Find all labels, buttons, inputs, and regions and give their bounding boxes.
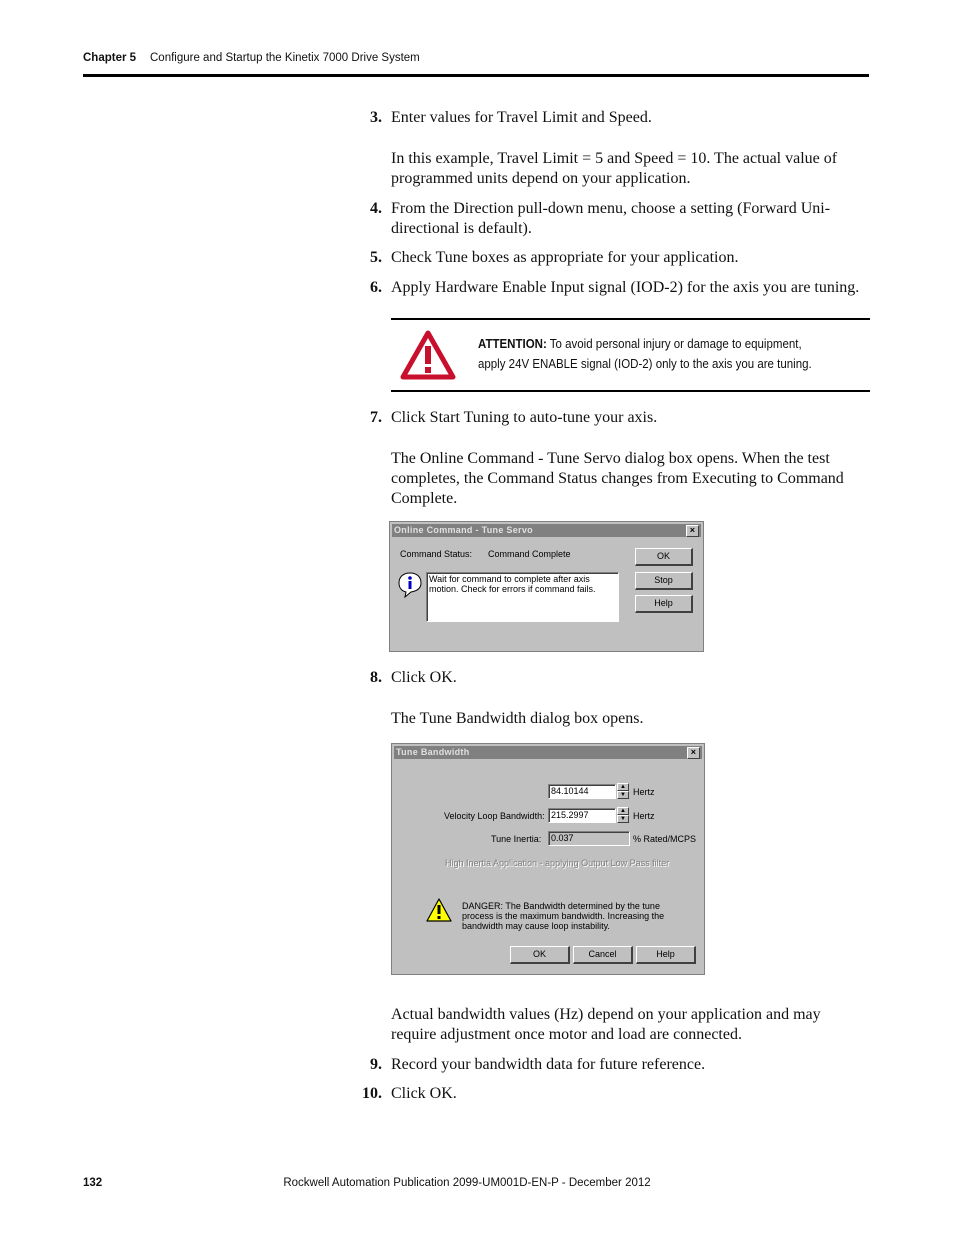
position-bandwidth-input[interactable]: 84.10144 (548, 784, 616, 799)
step-text: Record your bandwidth data for future reference. (391, 1056, 706, 1073)
command-status-label: Command Status: (400, 549, 473, 559)
warning-triangle-icon (400, 330, 456, 385)
step-text: Click OK. (391, 669, 457, 686)
command-message-box: Wait for command to complete after axis motion. Check for errors if command fails. (426, 572, 619, 622)
spin-up-icon[interactable]: ▲ (617, 807, 629, 815)
step-number: 9. (370, 1056, 382, 1073)
tune-bandwidth-opens-paragraph: The Tune Bandwidth dialog box opens. (391, 710, 644, 727)
attention-message: To avoid personal injury or damage to equipment, apply 24V ENABLE signal (IOD-2) only to the axis you are tuning. (478, 337, 812, 371)
step-number: 7. (370, 409, 382, 426)
header-rule (83, 74, 869, 77)
publication-info: Rockwell Automation Publication 2099-UM001D-EN-P - December 2012 (283, 1177, 651, 1189)
ok-button[interactable]: OK (510, 946, 570, 964)
step-number: 6. (370, 279, 382, 296)
tune-servo-dialog (389, 521, 704, 652)
page-number: 132 (83, 1177, 103, 1189)
inertia-unit-label: % Rated/MCPS (633, 834, 697, 844)
warning-icon (426, 898, 452, 924)
attention-label: ATTENTION: (478, 337, 547, 351)
velocity-loop-label: Velocity Loop Bandwidth: (444, 811, 545, 821)
help-button[interactable]: Help (635, 595, 693, 613)
running-header (83, 52, 420, 64)
dialog-title: Online Command - Tune Servo (394, 525, 533, 535)
spin-up-icon[interactable]: ▲ (617, 783, 629, 791)
chapter-title: Configure and Startup the Kinetix 7000 Drive System (150, 52, 420, 64)
spin-down-icon[interactable]: ▼ (617, 791, 629, 799)
attention-text (478, 334, 828, 374)
step-number: 5. (370, 249, 382, 266)
step-number: 8. (370, 669, 382, 686)
tune-inertia-value: 0.037 (548, 831, 630, 846)
velocity-bandwidth-input[interactable]: 215.2997 (548, 808, 616, 823)
velocity-unit-label: Hertz (633, 811, 655, 821)
attention-box (391, 318, 870, 392)
dialog-title: Tune Bandwidth (396, 747, 470, 757)
step-number: 3. (370, 109, 382, 126)
online-command-paragraph: The Online Command - Tune Servo dialog box opens. When the test completes, the Command Status changes from Executing to Command Complete. (391, 450, 844, 507)
position-unit-label: Hertz (633, 787, 655, 797)
chapter-label: Chapter 5 (83, 52, 137, 64)
ok-button[interactable]: OK (635, 548, 693, 566)
high-inertia-note: High Inertia Application - applying Output Low Pass filter (445, 858, 670, 868)
position-bandwidth-spinner[interactable] (617, 783, 629, 800)
dialog-titlebar (394, 746, 702, 759)
step-text: Check Tune boxes as appropriate for your application. (391, 249, 739, 266)
spin-down-icon[interactable]: ▼ (617, 815, 629, 823)
step-text: From the Direction pull-down menu, choose a setting (Forward Uni-directional is default). (391, 200, 831, 237)
close-icon[interactable]: × (687, 747, 700, 759)
velocity-bandwidth-spinner[interactable] (617, 807, 629, 824)
step-text: Click OK. (391, 1085, 457, 1102)
tune-inertia-label: Tune Inertia: (491, 834, 542, 844)
stop-button[interactable]: Stop (635, 572, 693, 590)
command-status-value: Command Complete (488, 549, 571, 559)
help-button[interactable]: Help (636, 946, 696, 964)
step-text: Apply Hardware Enable Input signal (IOD-2) for the axis you are tuning. (391, 279, 860, 296)
example-paragraph: In this example, Travel Limit = 5 and Speed = 10. The actual value of programmed units depend on your application. (391, 150, 838, 187)
danger-message: DANGER: The Bandwidth determined by the tune process is the maximum bandwidth. Increasing the bandwidth may cause loop instability. (462, 901, 665, 931)
step-text: Enter values for Travel Limit and Speed. (391, 109, 652, 126)
tune-bandwidth-dialog (391, 743, 705, 975)
step-number: 4. (370, 200, 382, 217)
actual-bandwidth-paragraph: Actual bandwidth values (Hz) depend on your application and may require adjustment once motor and load are connected. (391, 1006, 821, 1043)
info-icon (398, 572, 422, 600)
dialog-titlebar (392, 524, 701, 537)
cancel-button[interactable]: Cancel (573, 946, 633, 964)
step-number: 10. (362, 1085, 382, 1102)
step-text: Click Start Tuning to auto-tune your axis. (391, 409, 658, 426)
close-icon[interactable]: × (686, 525, 699, 537)
